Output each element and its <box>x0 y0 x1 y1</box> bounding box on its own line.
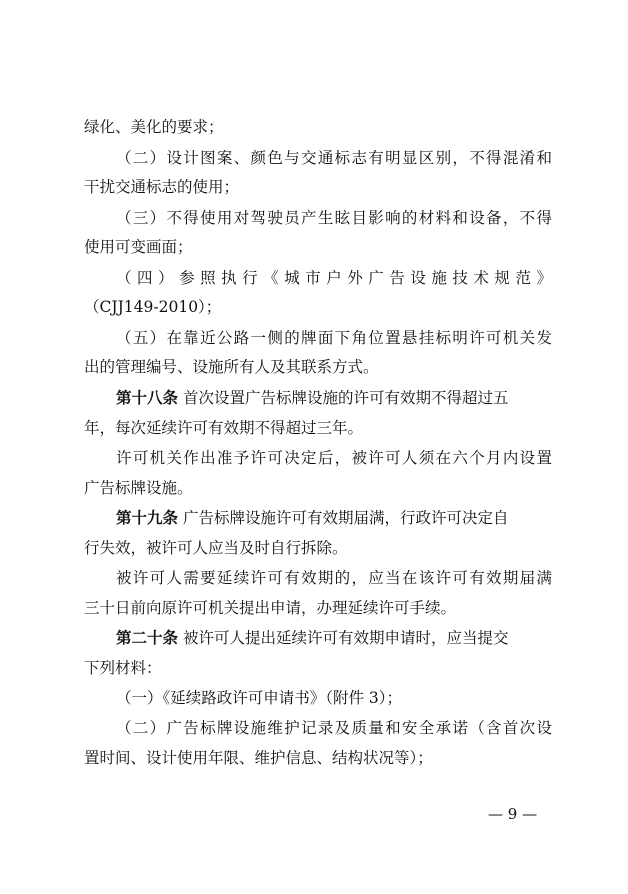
article-text: 首次设置广告标牌设施的许可有效期不得超过五 <box>182 389 509 407</box>
text-line: （五）在靠近公路一侧的牌面下角位置悬挂标明许可机关发 <box>116 329 552 347</box>
article-19-line <box>116 508 552 528</box>
text-line: （二）广告标牌设施维护记录及质量和安全承诺（含首次设 <box>116 719 552 737</box>
text-line: （一）《延续路政许可申请书》（附件 3）； <box>116 689 403 707</box>
text-line: （CJJ149-2010）； <box>84 298 222 316</box>
text-line: 行失效，被许可人应当及时自行拆除。 <box>84 539 348 557</box>
text-line: 干扰交通标志的使用； <box>84 178 240 196</box>
text-line: 绿化、美化的要求； <box>84 118 224 136</box>
article-heading: 第十八条 <box>116 388 179 407</box>
text-line: （四）参照执行《城市户外广告设施技术规范》 <box>116 269 552 287</box>
text-line: 年，每次延续许可有效期不得超过三年。 <box>84 419 364 437</box>
text-line: 许可机关作出准予许可决定后，被许可人须在六个月内设置 <box>116 449 552 467</box>
text-line: 使用可变画面； <box>84 238 193 256</box>
page-number: — 9 — <box>488 805 538 823</box>
article-18-line <box>116 388 552 408</box>
article-text: 广告标牌设施许可有效期届满，行政许可决定自 <box>182 509 509 527</box>
text-line: 被许可人需要延续许可有效期的，应当在该许可有效期届满 <box>116 569 552 587</box>
text-line: 置时间、设计使用年限、维护信息、结构状况等）； <box>84 749 433 767</box>
text-line: （二）设计图案、颜色与交通标志有明显区别，不得混淆和 <box>116 149 552 167</box>
text-line: 下列材料： <box>84 659 162 677</box>
article-20-line <box>116 628 552 648</box>
article-text: 被许可人提出延续许可有效期申请时，应当提交 <box>182 629 509 647</box>
text-line: （三）不得使用对驾驶员产生眩目影响的材料和设备，不得 <box>116 209 552 227</box>
article-heading: 第二十条 <box>116 628 179 647</box>
article-heading: 第十九条 <box>116 508 179 527</box>
text-line: 出的管理编号、设施所有人及其联系方式。 <box>84 358 379 376</box>
text-line: 广告标牌设施。 <box>84 479 193 497</box>
text-line: 三十日前向原许可机关提出申请，办理延续许可手续。 <box>84 599 457 617</box>
